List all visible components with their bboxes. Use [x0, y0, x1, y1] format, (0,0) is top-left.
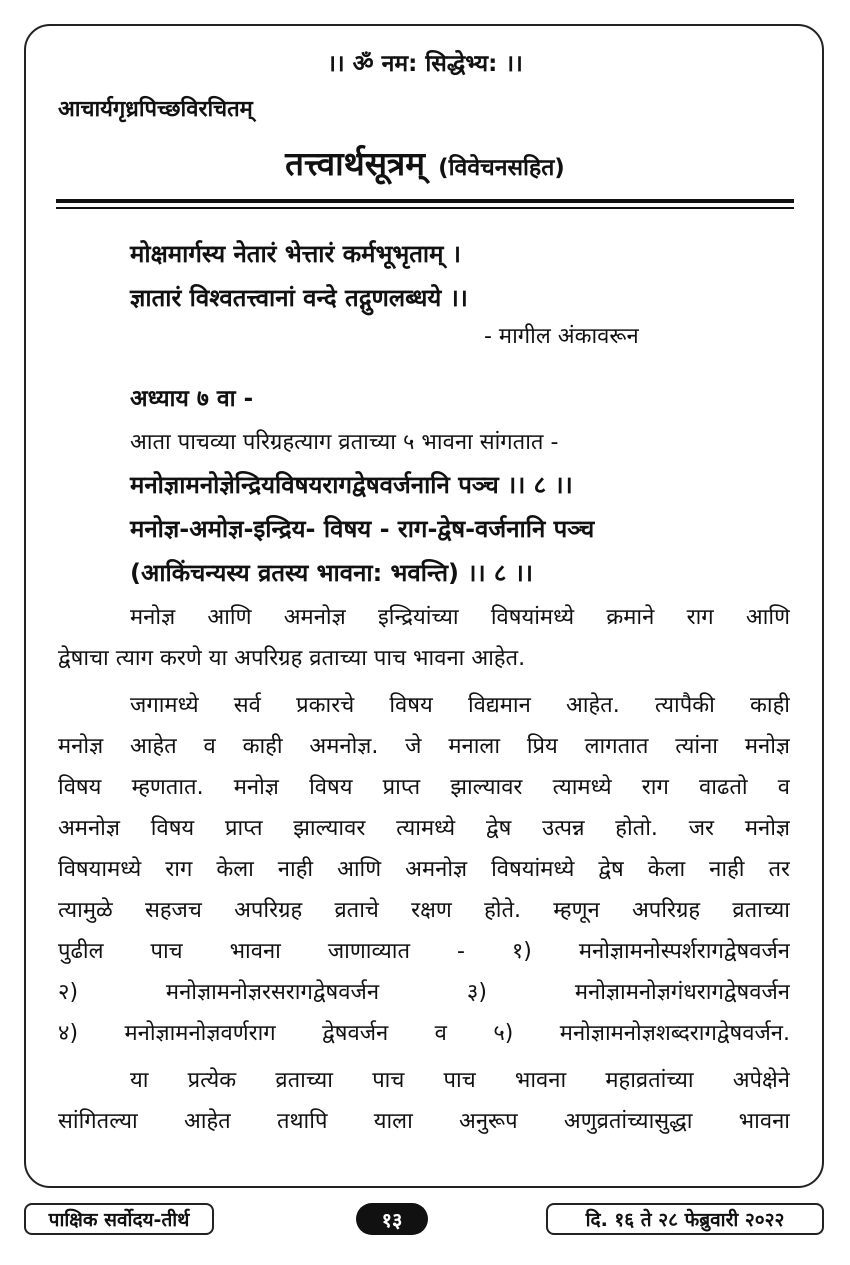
body-line: त्यामुळे सहजच अपरिग्रह व्रताचे रक्षण होते. म्हणून अपरिग्रह व्रताच्या: [58, 898, 790, 923]
sutra-line-1: मनोज्ञामनोज्ञेन्द्रियविषयरागद्वेषवर्जनानि पञ्च ।। ८ ।।: [130, 471, 573, 499]
body-line: मनोज्ञ आणि अमनोज्ञ इन्द्रियांच्या विषयांमध्ये क्रमाने राग आणि: [130, 605, 790, 630]
body-line: सांगितल्या आहेत तथापि याला अनुरूप अणुव्रतांच्यासुद्धा भावना: [58, 1109, 790, 1134]
page-title: तत्त्वार्थसूत्रम्: [285, 144, 425, 183]
title-row: [0, 140, 850, 185]
title-rule-thin: [56, 207, 794, 209]
body-line: या प्रत्येक व्रताच्या पाच पाच भावना महाव्रतांच्या अपेक्षेने: [130, 1068, 790, 1093]
sutra-line-2: मनोज्ञ-अमोज्ञ-इन्द्रिय- विषय - राग-द्वेष-वर्जनानि पञ्च: [130, 515, 595, 543]
author-line: आचार्यगृध्रपिच्छविरचितम्: [58, 97, 253, 122]
body-line: अमनोज्ञ विषय प्राप्त झाल्यावर त्यामध्ये द्वेष उत्पन्न होतो. जर मनोज्ञ: [58, 816, 790, 841]
body-line: विषयामध्ये राग केला नाही आणि अमनोज्ञ विषयांमध्ये द्वेष केला नाही तर: [58, 857, 790, 882]
body-line: ४) मनोज्ञामनोज्ञवर्णराग द्वेषवर्जन व ५) मनोज्ञामनोज्ञशब्दरागद्वेषवर्जन.: [58, 1021, 790, 1046]
issue-date: दि. १६ ते २८ फेब्रुवारी २०२२: [546, 1203, 824, 1235]
verse-line-2: ज्ञातारं विश्वतत्त्वानां वन्दे तद्गुणलब्धये ।।: [130, 284, 468, 312]
verse-line-1: मोक्षमार्गस्य नेतारं भेत्तारं कर्मभूभृताम् ।: [130, 240, 461, 268]
invocation: ।। ॐ नम: सिद्धेभ्य: ।।: [327, 51, 523, 77]
publication-name: पाक्षिक सर्वोदय-तीर्थ: [24, 1203, 214, 1235]
body-line: जगामध्ये सर्व प्रकारचे विषय विद्यमान आहेत. त्यापैकी काही: [130, 693, 790, 718]
page-number: १३: [356, 1203, 428, 1235]
body-line: २) मनोज्ञामनोज्ञरसरागद्वेषवर्जन ३) मनोज्ञामनोज्ञगंधरागद्वेषवर्जन: [58, 980, 790, 1005]
page-subtitle: (विवेचनसहित): [438, 155, 565, 181]
chapter-heading: अध्याय ७ वा -: [130, 386, 254, 412]
body-line: मनोज्ञ आहेत व काही अमनोज्ञ. जे मनाला प्रिय लागतात त्यांना मनोज्ञ: [58, 734, 790, 759]
body-line: विषय म्हणतात. मनोज्ञ विषय प्राप्त झाल्यावर त्यामध्ये राग वाढतो व: [58, 775, 790, 800]
chapter-intro: आता पाचव्या परिग्रहत्याग व्रताच्या ५ भावना सांगतात -: [130, 430, 559, 455]
title-rule-thick: [56, 199, 794, 203]
body-line: पुढील पाच भावना जाणाव्यात - १) मनोज्ञामनोस्पर्शरागद्वेषवर्जन: [58, 939, 790, 964]
body-line: द्वेषाचा त्याग करणे या अपरिग्रह व्रताच्या पाच भावना आहेत.: [58, 646, 526, 671]
verse-source: - मागील अंकावरून: [484, 324, 639, 349]
sutra-line-3: (आकिंचन्यस्य व्रतस्य भावना: भवन्ति) ।। ८ ।।: [130, 559, 533, 587]
